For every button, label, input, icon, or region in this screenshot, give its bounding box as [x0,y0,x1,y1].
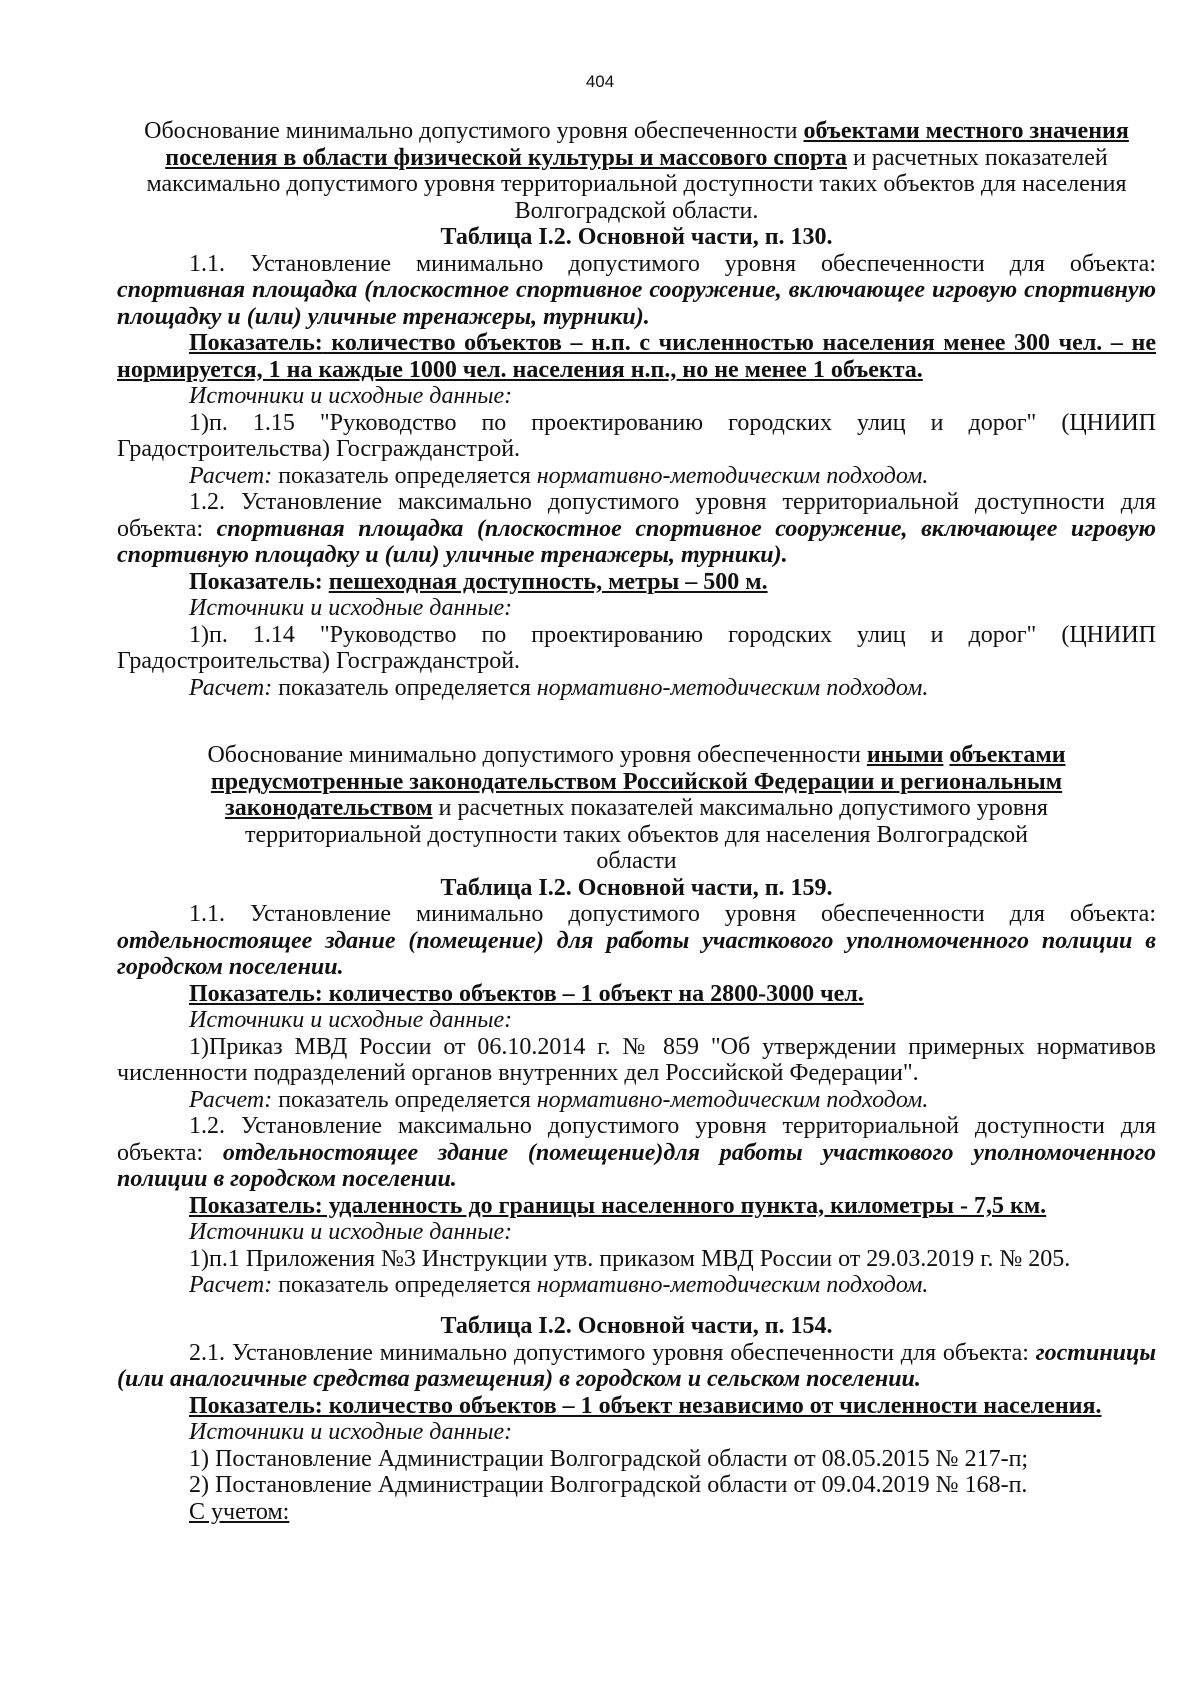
page-number: 404 [585,72,615,91]
calculation [117,675,1156,702]
indicator-value: пешеходная доступность, метры – 500 м. [328,568,768,595]
indicator-label: Показатель: [189,568,323,595]
indicator [117,330,1156,383]
source-item: 1)п. 1.15 "Руководство по проектированию городских улиц и дорог" (ЦНИИП Градостроительства) Госгражданстрой. [117,409,1156,462]
indicator: Показатель: количество объектов – 1 объект независимо от численности населения. [189,1392,1102,1419]
section-heading [117,742,1156,875]
sources-label: Источники и исходные данные: [189,1419,513,1445]
item-paragraph [117,489,1156,569]
heading-text: и расчетных показателей максимально допустимого уровня территориальной доступности таких объектов для населения Волгоградской области [244,795,1048,874]
calculation [117,1087,1156,1114]
item-text: 1.1. Установление минимально допустимого уровня обеспеченности для объекта: [189,901,1156,927]
calc-method: нормативно-методическим подходом. [536,674,929,701]
calc-text: показатель определяется [272,1086,537,1113]
section-sport [117,118,1156,701]
calculation [117,1272,1156,1299]
sources-label: Источники и исходные данные: [189,383,513,409]
calc-label: Расчет: [189,1086,273,1113]
heading-text: Обоснование минимально допустимого уровня обеспеченности [144,118,804,144]
source-item: 1)Приказ МВД России от 06.10.2014 г. № 859 "Об утверждении примерных нормативов численности подразделений органов внутренних дел Российской Федерации". [117,1033,1156,1086]
with-account-label [117,1499,1156,1526]
calc-text: показатель определяется [272,674,537,701]
heading-emphasis: иными [866,742,944,768]
item-text: 1.2. Установление максимально допустимого уровня территориальной доступности для объекта: [117,1113,1156,1166]
item-object: отдельностоящее здание (помещение) для работы участкового уполномоченного полиции в городском поселении. [117,927,1156,980]
heading-emphasis: объектами местного значения поселения в области физической культуры и массового спорта [165,118,1129,171]
section-other-objects [117,742,1156,1299]
source-item: 1)п.1 Приложения №3 Инструкции утв. приказом МВД России от 29.03.2019 г. № 205. [189,1245,1071,1272]
calculation [117,463,1156,490]
item-paragraph [117,901,1156,981]
item-text: 1.2. Установление максимально допустимого уровня территориальной доступности для объекта: [117,489,1156,542]
item-object: отдельностоящее здание (помещение)для работы участкового уполномоченного полиции в городском поселении. [117,1139,1156,1192]
heading-text: Обоснование минимально допустимого уровня обеспеченности [207,742,867,768]
item-text: 1.1. Установление минимально допустимого уровня обеспеченности для объекта: [189,250,1156,277]
section-heading [117,118,1156,224]
with-account-text: С учетом: [189,1498,290,1525]
calc-label: Расчет: [189,462,273,489]
item-paragraph [117,251,1156,331]
heading-emphasis: объектами предусмотренные законодательством Российской Федерации и региональным законодательством [210,742,1066,821]
calc-method: нормативно-методическим подходом. [536,462,929,489]
sources-label: Источники и исходные данные: [189,1219,513,1245]
section-hotels [117,1313,1156,1525]
sources-label: Источники и исходные данные: [189,1007,513,1033]
calc-label: Расчет: [189,674,273,701]
source-item: 1)п. 1.14 "Руководство по проектированию городских улиц и дорог" (ЦНИИП Градостроительства) Госгражданстрой. [117,621,1156,674]
table-reference: Таблица I.2. Основной части, п. 154. [440,1313,833,1339]
source-item: 1) Постановление Администрации Волгоградской области от 08.05.2015 № 217-п; [189,1445,1029,1472]
table-reference: Таблица I.2. Основной части, п. 159. [440,874,833,901]
item-object: спортивная площадка (плоскостное спортивное сооружение, включающее игровую спортивную площадку и (или) уличные тренажеры, турники). [117,277,1156,330]
indicator: Показатель: удаленность до границы населенного пункта, километры - 7,5 км. [189,1192,1047,1219]
calc-text: показатель определяется [272,462,537,489]
calc-method: нормативно-методическим подходом. [536,1086,929,1113]
item-paragraph [117,1340,1156,1393]
sources-label: Источники и исходные данные: [189,595,513,621]
source-item: 2) Постановление Администрации Волгоградской области от 09.04.2019 № 168-п. [189,1472,1028,1498]
item-paragraph [117,1113,1156,1193]
indicator: Показатель: количество объектов – 1 объект на 2800-3000 чел. [189,980,864,1007]
indicator-value: количество объектов – н.п. с численностью населения менее 300 чел. – не нормируется, 1 на каждые 1000 чел. населения н.п., но не менее 1 объекта. [117,330,1156,383]
calc-method: нормативно-методическим подходом. [536,1272,929,1298]
item-object: спортивная площадка (плоскостное спортивное сооружение, включающее игровую спортивную площадку и (или) уличные тренажеры, турники). [117,515,1157,568]
indicator [117,569,1156,596]
item-object: гостиницы (или аналогичные средства размещения) в городском и сельском поселении. [117,1339,1156,1392]
calc-text: показатель определяется [272,1272,537,1298]
indicator-label: Показатель: [189,330,323,356]
item-text: 2.1. Установление минимально допустимого уровня обеспеченности для объекта: [189,1339,1036,1366]
calc-label: Расчет: [189,1272,273,1298]
heading-text: и расчетных показателей максимально допустимого уровня территориальной доступности таких объектов для населения Волгоградской области. [146,144,1127,224]
table-reference: Таблица I.2. Основной части, п. 130. [440,224,833,250]
